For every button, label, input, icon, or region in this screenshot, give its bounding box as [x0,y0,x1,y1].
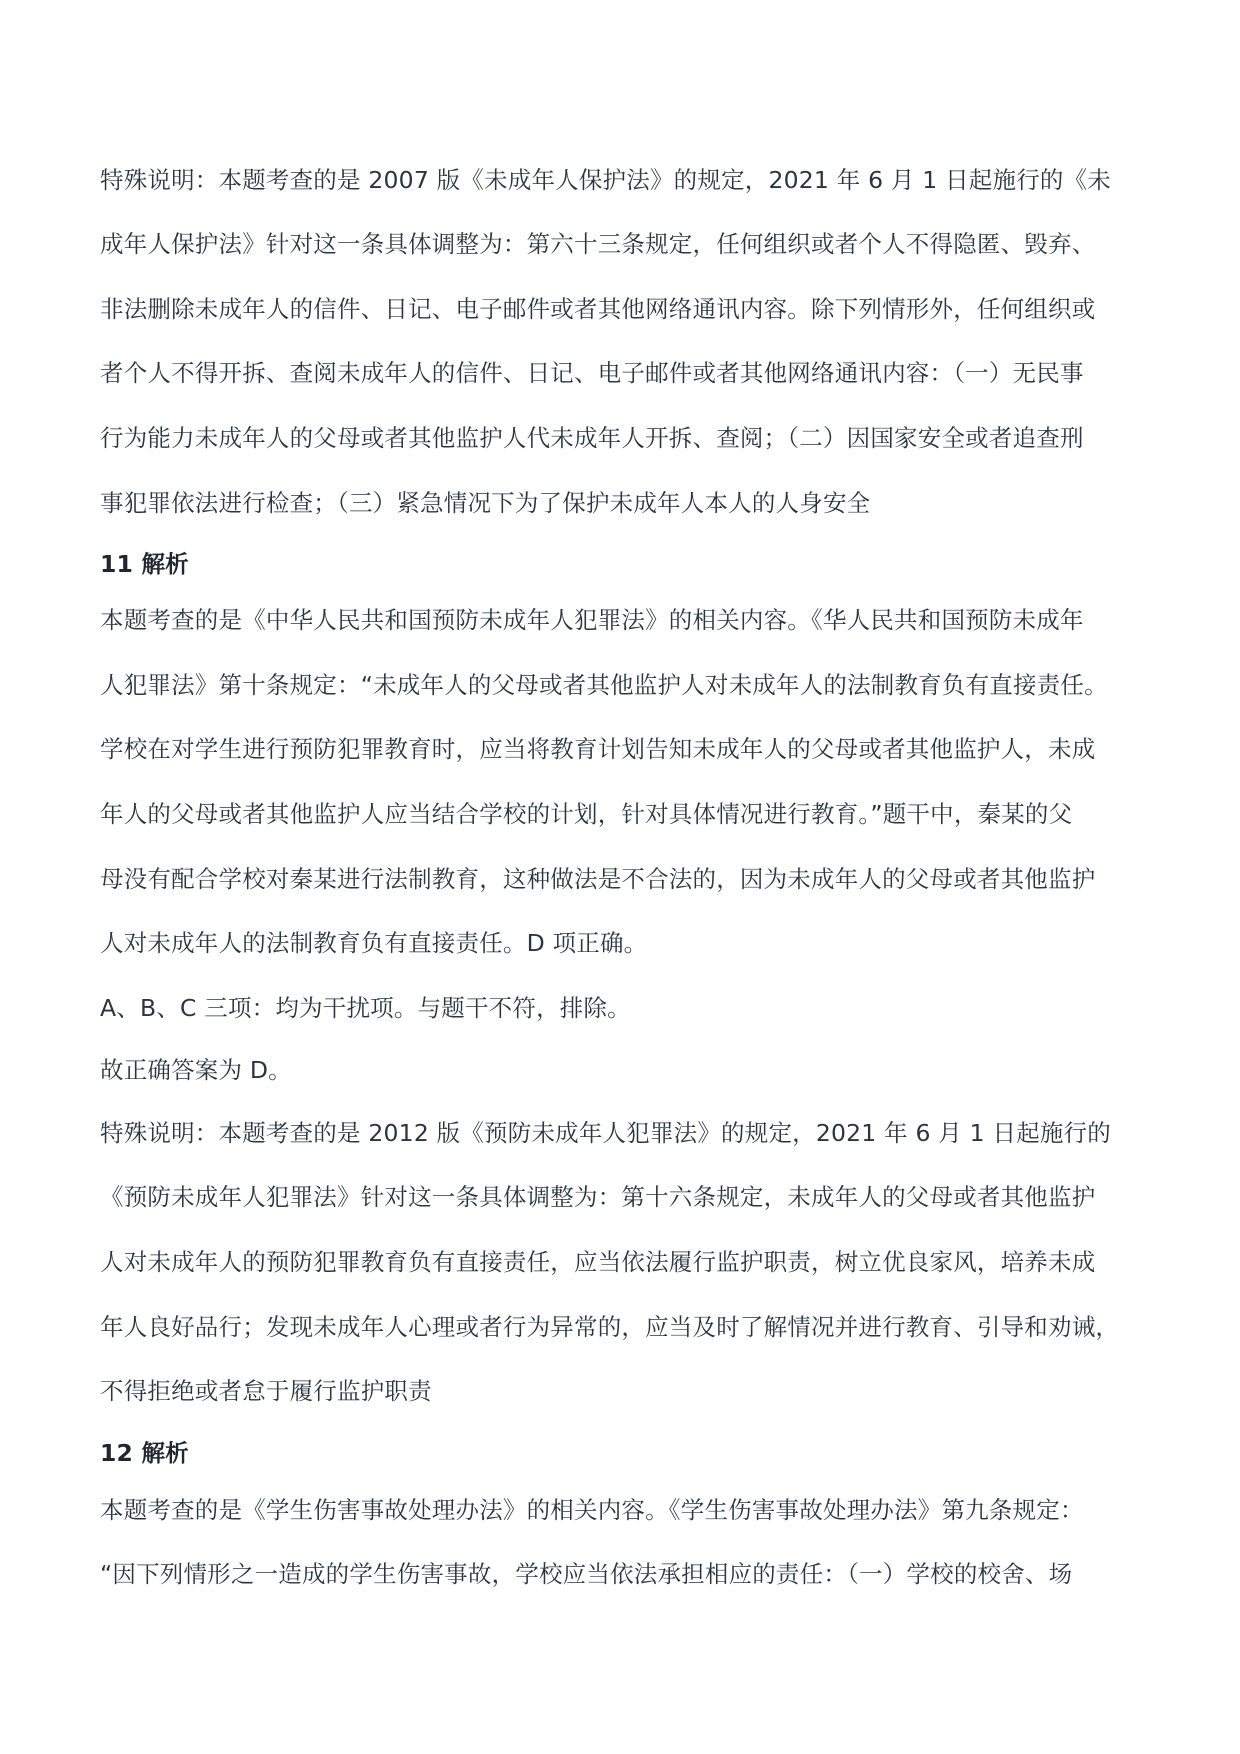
paragraph-line: 母没有配合学校对秦某进行法制教育，这种做法是不合法的，因为未成年人的父母或者其他监护 [100,865,1096,893]
paragraph-line: 特殊说明：本题考查的是 2012 版《预防未成年人犯罪法》的规定，2021 年 6 月 1 日起施行的 [100,1119,1112,1147]
paragraph-line: 成年人保护法》针对这一条具体调整为：第六十三条规定，任何组织或者个人不得隐匿、毁弃、 [100,230,1096,258]
paragraph-line: 故正确答案为 D。 [100,1056,292,1084]
paragraph-line: 年人良好品行；发现未成年人心理或者行为异常的，应当及时了解情况并进行教育、引导和劝诫， [100,1313,1120,1341]
section-heading-12: 12 解析 [100,1439,189,1467]
paragraph-line: 年人的父母或者其他监护人应当结合学校的计划，针对具体情况进行教育。”题干中，秦某的父 [100,800,1073,828]
paragraph-line: 行为能力未成年人的父母或者其他监护人代未成年人开拆、查阅；（二）因国家安全或者追查刑 [100,424,1084,452]
paragraph-line: 者个人不得开拆、查阅未成年人的信件、日记、电子邮件或者其他网络通讯内容：（一）无民事 [100,359,1084,387]
paragraph-line: 特殊说明：本题考查的是 2007 版《未成年人保护法》的规定，2021 年 6 月 1 日起施行的《未 [100,166,1112,194]
paragraph-line: 事犯罪依法进行检查；（三）紧急情况下为了保护未成年人本人的人身安全 [100,489,871,517]
paragraph-line: 人对未成年人的预防犯罪教育负有直接责任，应当依法履行监护职责，树立优良家风，培养未成 [100,1248,1096,1276]
paragraph-line: 本题考查的是《学生伤害事故处理办法》的相关内容。《学生伤害事故处理办法》第九条规定： [100,1496,1084,1524]
paragraph-line: 《预防未成年人犯罪法》针对这一条具体调整为：第十六条规定，未成年人的父母或者其他监护 [100,1183,1096,1211]
paragraph-line: A、B、C 三项：均为干扰项。与题干不符，排除。 [100,994,631,1022]
paragraph-line: 本题考查的是《中华人民共和国预防未成年人犯罪法》的相关内容。《华人民共和国预防未成年 [100,606,1084,634]
paragraph-line: 人犯罪法》第十条规定：“未成年人的父母或者其他监护人对未成年人的法制教育负有直接责任。 [100,671,1108,699]
paragraph-line: 不得拒绝或者怠于履行监护职责 [100,1377,432,1405]
paragraph-line: 非法删除未成年人的信件、日记、电子邮件或者其他网络通讯内容。除下列情形外，任何组织或 [100,295,1096,323]
paragraph-line: 学校在对学生进行预防犯罪教育时，应当将教育计划告知未成年人的父母或者其他监护人，未成 [100,735,1096,763]
paragraph-line: 人对未成年人的法制教育负有直接责任。D 项正确。 [100,929,648,957]
section-heading-11: 11 解析 [100,550,189,578]
document-page [100,0,1160,1754]
paragraph-line: “因下列情形之一造成的学生伤害事故，学校应当依法承担相应的责任：（一）学校的校舍、场 [100,1560,1073,1588]
